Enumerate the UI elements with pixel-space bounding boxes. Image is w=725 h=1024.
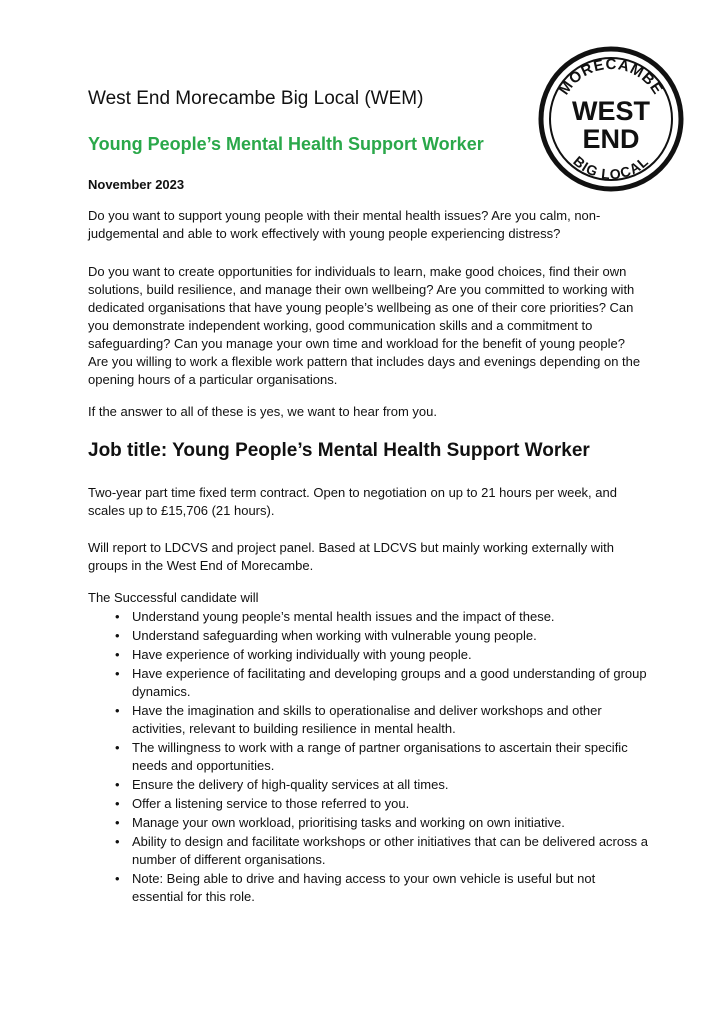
stamp-bottom-text: BIG LOCAL bbox=[570, 152, 652, 183]
document-date: November 2023 bbox=[88, 177, 185, 192]
bullets-intro: The Successful candidate will bbox=[88, 590, 259, 605]
intro-paragraph-1: Do you want to support young people with their mental health issues? Are you calm, non-judgemental and able to work effectively with young people experiencing distress? bbox=[88, 208, 601, 241]
list-item: • Have experience of facilitating and developing groups and a good understanding of group dynamics. bbox=[88, 665, 648, 701]
stamp-top-text: MORECAMBE bbox=[555, 55, 667, 99]
list-item: • Ensure the delivery of high-quality services at all times. bbox=[88, 776, 648, 794]
list-item: • Have the imagination and skills to operationalise and deliver workshops and other activities, relevant to building resilience in mental health. bbox=[88, 702, 648, 738]
organisation-title: West End Morecambe Big Local (WEM) bbox=[88, 88, 424, 109]
job-heading: Young People’s Mental Health Support Worker bbox=[88, 134, 484, 154]
intro-paragraph-2: Do you want to create opportunities for individuals to learn, make good choices, find their own solutions, build resilience, and manage their own wellbeing? Are you committed to working with dedicated organisations that have young people’s wellbeing as one of their core priorities? Can you demonstrate independent working, good communication skills and a commitment to safeguarding? Can you manage your own time and workload for the benefit of young people? Are you willing to work a flexible work pattern that includes days and evenings depending on the opening hours of a particular organisations. bbox=[88, 264, 641, 387]
reporting-paragraph: Will report to LDCVS and project panel. Based at LDCVS but mainly working externally with groups in the West End of Morecambe. bbox=[88, 540, 615, 573]
requirements-list bbox=[88, 608, 648, 907]
svg-text:BIG LOCAL bbox=[570, 153, 651, 183]
intro-paragraph-3: If the answer to all of these is yes, we want to hear from you. bbox=[88, 404, 438, 419]
list-item: • Understand safeguarding when working with vulnerable young people. bbox=[88, 627, 648, 645]
contract-paragraph: Two-year part time fixed term contract. Open to negotiation on up to 21 hours per week, and scales up to £15,706 (21 hours). bbox=[88, 485, 617, 518]
list-item: • Have experience of working individually with young people. bbox=[88, 646, 648, 664]
list-item: • Offer a listening service to those referred to you. bbox=[88, 795, 648, 813]
list-item: • Ability to design and facilitate workshops or other initiatives that can be delivered across a number of different organisations. bbox=[88, 833, 648, 869]
list-item: • The willingness to work with a range of partner organisations to ascertain their specific needs and opportunities. bbox=[88, 739, 648, 775]
list-item: • Manage your own workload, prioritising tasks and working on own initiative. bbox=[88, 814, 648, 832]
job-title-heading: Job title: Young People’s Mental Health Support Worker bbox=[88, 440, 590, 461]
stamp-west-text: WEST bbox=[572, 96, 650, 126]
stamp-end-text: END bbox=[582, 124, 640, 154]
west-end-stamp-logo bbox=[536, 44, 686, 194]
list-item: • Note: Being able to drive and having access to your own vehicle is useful but not essential for this role. bbox=[88, 870, 648, 906]
list-item: • Understand young people’s mental health issues and the impact of these. bbox=[88, 608, 648, 626]
